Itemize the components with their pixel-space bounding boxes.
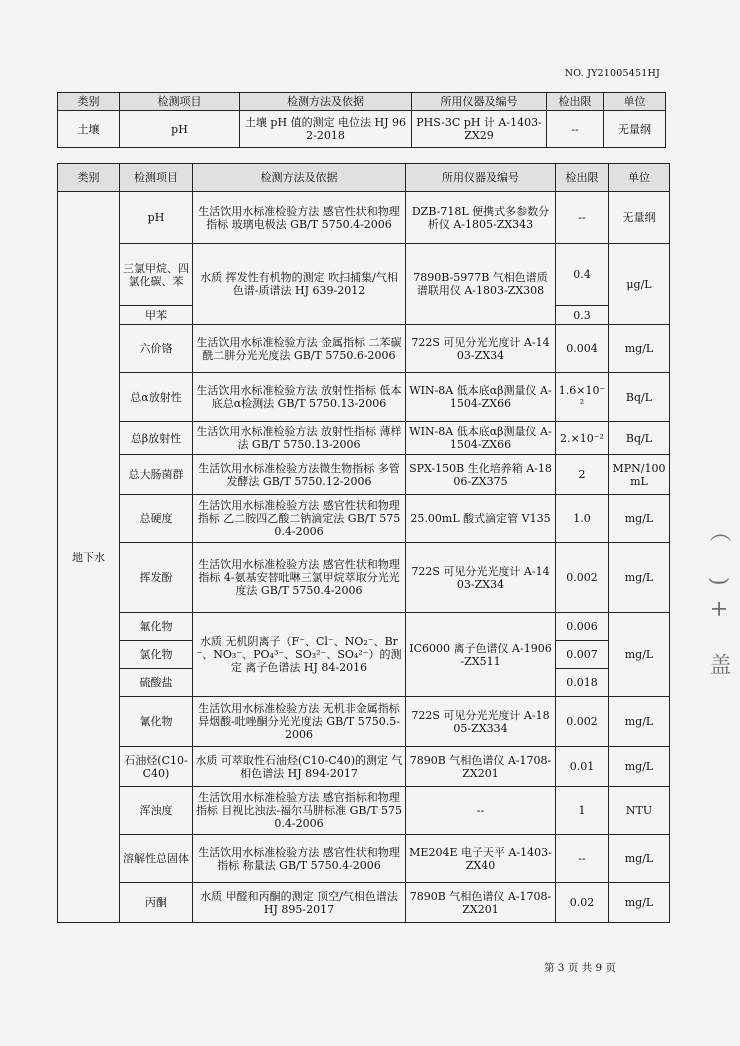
limit-cell: 1.0 (556, 495, 609, 543)
table-row (58, 613, 670, 641)
item-cell: pH (120, 111, 240, 148)
item-cell: 六价铬 (120, 325, 193, 373)
method-cell: 生活饮用水标准检验方法 感官指标和物理指标 目视比浊法-福尔马肼标准 GB/T 5750.4-2006 (193, 787, 406, 835)
limit-cell: 0.01 (556, 747, 609, 787)
table-header-row (58, 93, 666, 111)
table-row (58, 455, 670, 495)
limit-cell: 0.02 (556, 883, 609, 923)
unit-cell: μg/L (609, 244, 670, 325)
method-cell: 生活饮用水标准检验方法微生物指标 多管发酵法 GB/T 5750.12-2006 (193, 455, 406, 495)
header-method: 检测方法及依据 (240, 93, 412, 111)
unit-cell: NTU (609, 787, 670, 835)
soil-method-table (57, 92, 666, 148)
method-cell: 生活饮用水标准检验方法 感官性状和物理指标 乙二胺四乙酸二钠滴定法 GB/T 5750.4-2006 (193, 495, 406, 543)
page-number: 第 3 页 共 9 页 (543, 962, 617, 974)
table-row (58, 495, 670, 543)
header-instrument: 所用仪器及编号 (406, 164, 556, 192)
item-cell: 溶解性总固体 (120, 835, 193, 883)
instrument-cell: 7890B-5977B 气相色谱质谱联用仪 A-1803-ZX308 (406, 244, 556, 325)
header-limit: 检出限 (556, 164, 609, 192)
instrument-cell: 722S 可见分光光度计 A-1805-ZX334 (406, 697, 556, 747)
method-cell: 水质 甲醛和丙酮的测定 顶空/气相色谱法 HJ 895-2017 (193, 883, 406, 923)
limit-cell: 2.×10⁻² (556, 422, 609, 455)
header-instrument: 所用仪器及编号 (412, 93, 547, 111)
instrument-cell: IC6000 离子色谱仪 A-1906-ZX511 (406, 613, 556, 697)
method-cell: 生活饮用水标准检验方法 金属指标 二苯碳酰二肼分光光度法 GB/T 5750.6-2006 (193, 325, 406, 373)
limit-cell: -- (547, 111, 604, 148)
unit-cell: mg/L (609, 613, 670, 697)
header-method: 检测方法及依据 (193, 164, 406, 192)
table-row (58, 835, 670, 883)
item-cell: 硫酸盐 (120, 669, 193, 697)
item-cell: 挥发酚 (120, 543, 193, 613)
limit-cell: 0.3 (556, 306, 609, 325)
item-cell: pH (120, 192, 193, 244)
method-cell: 生活饮用水标准检验方法 感官性状和物理指标 玻璃电极法 GB/T 5750.4-2006 (193, 192, 406, 244)
document-number: NO. JY21005451HJ (564, 68, 660, 79)
method-cell: 生活饮用水标准检验方法 无机非金属指标 异烟酸-吡唑酮分光光度法 GB/T 5750.5-2006 (193, 697, 406, 747)
item-cell: 甲苯 (120, 306, 193, 325)
unit-cell: mg/L (609, 835, 670, 883)
table-row (58, 747, 670, 787)
limit-cell: -- (556, 192, 609, 244)
header-limit: 检出限 (547, 93, 604, 111)
unit-cell: 无量纲 (604, 111, 666, 148)
instrument-cell: SPX-150B 生化培养箱 A-1806-ZX375 (406, 455, 556, 495)
limit-cell: -- (556, 835, 609, 883)
category-cell: 地下水 (58, 192, 120, 923)
limit-cell: 1 (556, 787, 609, 835)
method-cell: 水质 挥发性有机物的测定 吹扫捕集/气相色谱-质谱法 HJ 639-2012 (193, 244, 406, 325)
method-cell: 土壤 pH 值的测定 电位法 HJ 962-2018 (240, 111, 412, 148)
unit-cell: mg/L (609, 697, 670, 747)
table-row (58, 422, 670, 455)
instrument-cell: WIN-8A 低本底αβ测量仪 A-1504-ZX66 (406, 373, 556, 422)
table-row (58, 543, 670, 613)
margin-mark: （ )+ 盖 (706, 520, 731, 690)
limit-cell: 1.6×10⁻² (556, 373, 609, 422)
instrument-cell: ME204E 电子天平 A-1403-ZX40 (406, 835, 556, 883)
instrument-cell: 7890B 气相色谱仪 A-1708-ZX201 (406, 747, 556, 787)
limit-cell: 2 (556, 455, 609, 495)
item-cell: 石油烃(C10-C40) (120, 747, 193, 787)
unit-cell: MPN/100mL (609, 455, 670, 495)
table-header-row (58, 164, 670, 192)
item-cell: 三氯甲烷、四氯化碳、苯 (120, 244, 193, 306)
item-cell: 丙酮 (120, 883, 193, 923)
limit-cell: 0.006 (556, 613, 609, 641)
instrument-cell: 25.00mL 酸式滴定管 V135 (406, 495, 556, 543)
limit-cell: 0.4 (556, 244, 609, 306)
table-row (58, 244, 670, 306)
unit-cell: Bq/L (609, 373, 670, 422)
limit-cell: 0.007 (556, 641, 609, 669)
unit-cell: 无量纲 (609, 192, 670, 244)
table-row (58, 325, 670, 373)
table-row (58, 787, 670, 835)
header-unit: 单位 (604, 93, 666, 111)
unit-cell: mg/L (609, 543, 670, 613)
item-cell: 氟化物 (120, 613, 193, 641)
item-cell: 总硬度 (120, 495, 193, 543)
header-category: 类别 (58, 93, 120, 111)
item-cell: 总大肠菌群 (120, 455, 193, 495)
method-cell: 水质 无机阴离子（F⁻、Cl⁻、NO₂⁻、Br⁻、NO₃⁻、PO₄³⁻、SO₃²⁻、SO₄²⁻）的测定 离子色谱法 HJ 84-2016 (193, 613, 406, 697)
method-cell: 生活饮用水标准检验方法 放射性指标 低本底总α检测法 GB/T 5750.13-2006 (193, 373, 406, 422)
groundwater-method-table (57, 163, 670, 923)
item-cell: 总α放射性 (120, 373, 193, 422)
method-cell: 生活饮用水标准检验方法 感官性状和物理指标 4-氨基安替吡啉三氯甲烷萃取分光光度法 GB/T 5750.4-2006 (193, 543, 406, 613)
header-unit: 单位 (609, 164, 670, 192)
table-row (58, 111, 666, 148)
instrument-cell: -- (406, 787, 556, 835)
method-cell: 水质 可萃取性石油烃(C10-C40)的测定 气相色谱法 HJ 894-2017 (193, 747, 406, 787)
unit-cell: Bq/L (609, 422, 670, 455)
table-row (58, 883, 670, 923)
table-row (58, 373, 670, 422)
instrument-cell: PHS-3C pH 计 A-1403-ZX29 (412, 111, 547, 148)
item-cell: 总β放射性 (120, 422, 193, 455)
item-cell: 氯化物 (120, 641, 193, 669)
method-cell: 生活饮用水标准检验方法 放射性指标 薄样法 GB/T 5750.13-2006 (193, 422, 406, 455)
method-cell: 生活饮用水标准检验方法 感官性状和物理指标 称量法 GB/T 5750.4-2006 (193, 835, 406, 883)
instrument-cell: WIN-8A 低本底αβ测量仪 A-1504-ZX66 (406, 422, 556, 455)
item-cell: 浑浊度 (120, 787, 193, 835)
unit-cell: mg/L (609, 883, 670, 923)
item-cell: 氰化物 (120, 697, 193, 747)
header-item: 检测项目 (120, 164, 193, 192)
header-item: 检测项目 (120, 93, 240, 111)
instrument-cell: 722S 可见分光光度计 A-1403-ZX34 (406, 543, 556, 613)
limit-cell: 0.002 (556, 543, 609, 613)
instrument-cell: DZB-718L 便携式多参数分析仪 A-1805-ZX343 (406, 192, 556, 244)
unit-cell: mg/L (609, 495, 670, 543)
limit-cell: 0.018 (556, 669, 609, 697)
instrument-cell: 7890B 气相色谱仪 A-1708-ZX201 (406, 883, 556, 923)
table-row (58, 192, 670, 244)
table-row (58, 697, 670, 747)
header-category: 类别 (58, 164, 120, 192)
unit-cell: mg/L (609, 325, 670, 373)
instrument-cell: 722S 可见分光光度计 A-1403-ZX34 (406, 325, 556, 373)
limit-cell: 0.002 (556, 697, 609, 747)
category-cell: 土壤 (58, 111, 120, 148)
limit-cell: 0.004 (556, 325, 609, 373)
unit-cell: mg/L (609, 747, 670, 787)
